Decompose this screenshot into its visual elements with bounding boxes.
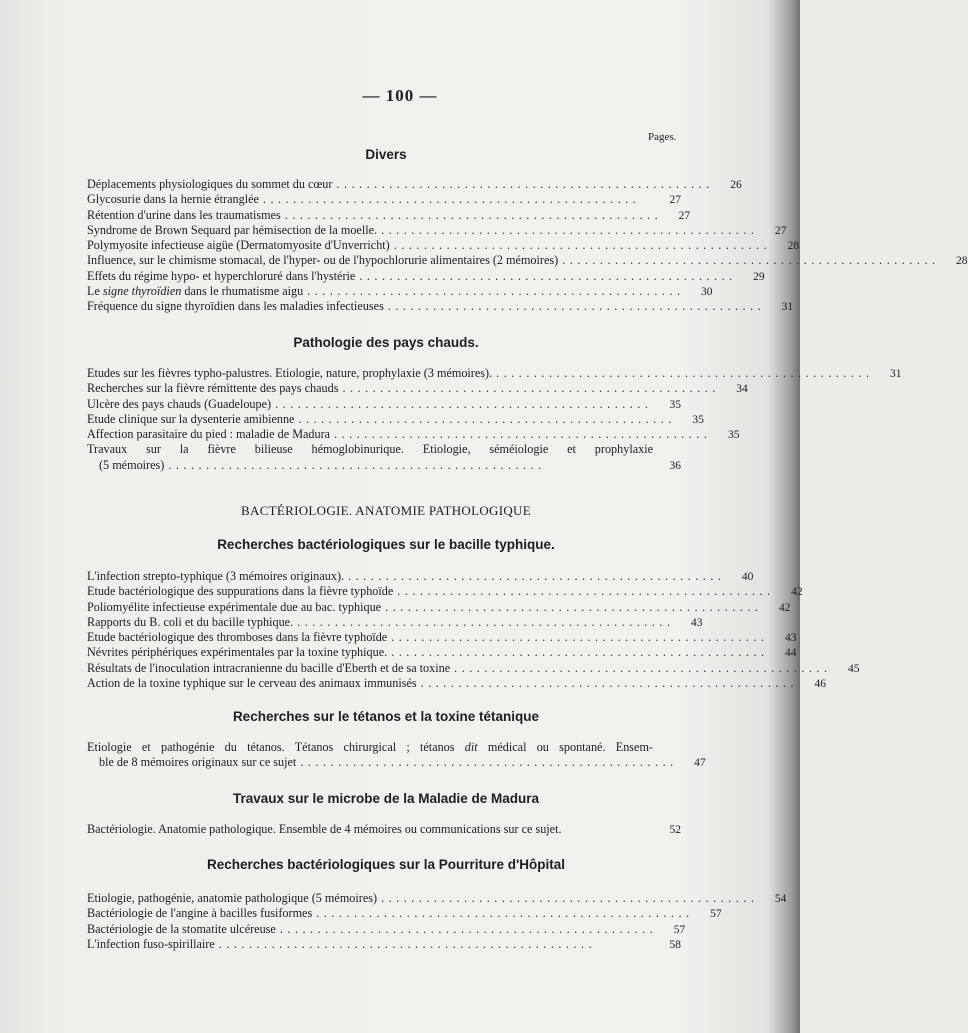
- section-pays-chauds-entries: [87, 366, 902, 473]
- section-title-tetanos: Recherches sur le tétanos et la toxine tétanique: [232, 709, 540, 724]
- toc-entry: Etude bactériologique des suppurations dans la fièvre typhoïde .................................................. 42: [87, 584, 803, 599]
- section-title-divers: Divers: [365, 147, 407, 162]
- toc-entry: Effets du régime hypo- et hyperchloruré dans l'hystérie .................................................. 29: [87, 268, 765, 283]
- toc-entry: Résultats de l'inoculation intracranienne du bacille d'Eberth et de sa toxine .................................................. 45: [87, 660, 860, 675]
- toc-entry: Déplacements physiologiques du sommet du cœur .................................................. 26: [87, 177, 742, 191]
- toc-entry: Ulcère des pays chauds (Guadeloupe) .................................................. 35: [87, 396, 681, 411]
- section-title-pourriture: Recherches bactériologiques sur la Pourriture d'Hôpital: [206, 857, 566, 872]
- toc-entry: Le signe thyroïdien dans le rhumatisme aigu .................................................. 30: [87, 284, 713, 299]
- toc-entry: Bactériologie. Anatomie pathologique. Ensemble de 4 mémoires ou communications sur ce sujet. 52: [87, 822, 681, 836]
- section-title-typhique: Recherches bactériologiques sur le bacille typhique.: [217, 537, 555, 552]
- toc-entry: Bactériologie de l'angine à bacilles fusiformes .................................................. 57: [87, 906, 722, 921]
- toc-entry: Poliomyélite infectieuse expérimentale due au bac. typhique .................................................. 42: [87, 599, 791, 614]
- toc-entry: Etudes sur les fièvres typho-palustres. Etiologie, nature, prophylaxie (3 mémoires). .................................................. 31: [87, 366, 902, 380]
- section-madura-entries: [87, 822, 681, 837]
- toc-entry: Névrites périphériques expérimentales par la toxine typhique. .................................................. 44: [87, 645, 797, 660]
- toc-entry: Etude clinique sur la dysenterie amibienne .................................................. 35: [87, 411, 704, 426]
- toc-entry-multiline: Etiologie et pathogénie du tétanos. Tétanos chirurgical ; tétanos dit médical ou spontané. Ensem- ble de 8 mémoires originaux sur ce sujet .................................................. 47: [87, 740, 706, 770]
- toc-entry: Rétention d'urine dans les traumatismes .................................................. 27: [87, 207, 691, 222]
- toc-entry: Rapports du B. coli et du bacille typhique. .................................................. 43: [87, 614, 703, 629]
- section-title-madura: Travaux sur le microbe de la Maladie de Madura: [232, 791, 540, 806]
- toc-entry: Affection parasitaire du pied : maladie de Madura .................................................. 35: [87, 427, 740, 442]
- toc-entry: Syndrome de Brown Sequard par hémisection de la moelle. .................................................. 27: [87, 222, 787, 237]
- section-title-pays-chauds: Pathologie des pays chauds.: [293, 335, 479, 350]
- part-title-bacteriologie: BACTÉRIOLOGIE. ANATOMIE PATHOLOGIQUE: [241, 503, 531, 518]
- toc-entry: Glycosurie dans la hernie étranglée .................................................. 27: [87, 192, 681, 207]
- section-pourriture-entries: [87, 891, 787, 952]
- toc-entry-multiline: Travaux sur la fièvre bilieuse hémoglobinurique. Etiologie, séméiologie et prophylaxie (5 mémoires) .................................................. 36: [87, 442, 681, 472]
- toc-entry: Bactériologie de la stomatite ulcéreuse .................................................. 57: [87, 921, 686, 936]
- toc-entry: Etiologie, pathogénie, anatomie pathologique (5 mémoires) .................................................. 54: [87, 891, 787, 905]
- toc-entry: Fréquence du signe thyroïdien dans les maladies infectieuses .................................................. 31: [87, 299, 794, 314]
- toc-entry: L'infection fuso-spirillaire .................................................. 58: [87, 936, 681, 951]
- page-number: — 100 —: [362, 86, 438, 105]
- toc-entry: Action de la toxine typhique sur le cerveau des animaux immunisés .................................................. 46: [87, 676, 826, 691]
- section-tetanos-entries: [87, 740, 706, 771]
- section-divers-entries: [87, 177, 968, 315]
- pages-column-label: Pages.: [648, 131, 677, 143]
- toc-entry: Polymyosite infectieuse aigüe (Dermatomyosite d'Unverricht) .................................................. 28: [87, 238, 800, 253]
- section-typhique-entries: [87, 569, 860, 691]
- toc-entry: Recherches sur la fièvre rémittente des pays chauds .................................................. 34: [87, 381, 748, 396]
- toc-entry: Influence, sur le chimisme stomacal, de l'hyper- ou de l'hypochlorurie alimentaires (2 mémoires) .................................................. 28: [87, 253, 968, 268]
- toc-entry: Etude bactériologique des thromboses dans la fièvre typhoïde .................................................. 43: [87, 630, 797, 645]
- toc-entry: L'infection strepto-typhique (3 mémoires originaux). .................................................. 40: [87, 569, 754, 583]
